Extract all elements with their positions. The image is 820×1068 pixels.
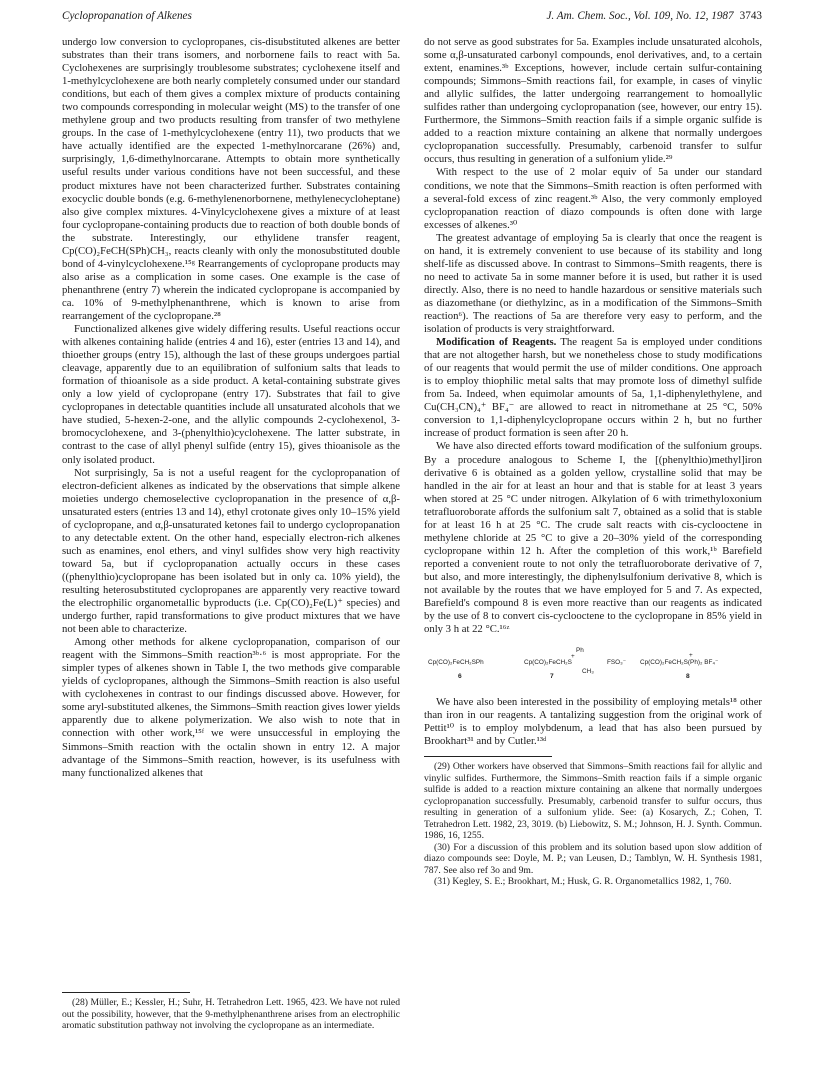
paragraph: Not surprisingly, 5a is not a useful reagent for the cyclopropanation of electron-deficient alkenes as indicated by the observations that simple alkene moieties undergo chemoselective cyclopropanation in the presence of α,β-unsaturated esters (entries 13 and 14), ethyl crotonate gives only 10–15% yield of cyclopropane, and α,β-unsaturated ketones fail to undergo cyclopropanation to any detectable extent. On the other hand, especially electron-rich alkenes such as enamines, enol ethers, and vinyl sulfides show very high reactivity toward 5a, but if cyclopropanation actually occurs in these cases ((phenylthio)cyclopropane has been isolated but in only ca. 10% yield), the resulting heterosubstituted cyclopropanes are apparently very reactive toward the electrophilic organometallic byproducts (i.e. Cp(CO)₂Fe(L)⁺ species) and undergo further, rapid transformations to give product mixtures that we have not been able to characterize. xyxy=(62,466,400,636)
paragraph: The greatest advantage of employing 5a is clearly that once the reagent is on hand, it is extremely convenient to use because of its stability and long shelf-life as discussed above. In contrast to Simmons–Smith reagents, there is no need to activate 5a in some manner before it is used, but rather it is used directly. Also, there is no need to handle hazardous or sensitive materials such as diazomethane (or diethylzinc, as in a modification of the Simmons–Smith reaction⁶). The reactions of 5a are therefore very easy to perform, and the isolation of products is very straightforward. xyxy=(424,231,762,336)
footnote-30: (30) For a discussion of this problem and its solution based upon slow addition of diazo compounds see: Doyle, M. P.; van Leusen, D.; Tamblyn, W. H. Synthesis 1981, 787. See also ref 3o and 9m. xyxy=(424,841,762,876)
structure-8-formula: Cp(CO)₂FeCH₂S(Ph)₂ BF₄⁻ xyxy=(640,659,719,667)
modification-text: The reagent 5a is employed under conditions that are not altogether harsh, but we nonetheless chose to study modifications of our reagents that would permit the use of milder conditions. One approach is to employ thiophilic metal salts that may promote loss of dimethyl sulfide from 5a. Indeed, when equimolar amounts of 5a, 1,1-diphenylethylene, and Cu(CH₃CN)₄⁺ BF₄⁻ are allowed to react in nitromethane at 25 °C, 50% conversion to 1,1-diphenylcyclopropane occurs within 2 h, but no further increase of product formation is seen after 20 h. xyxy=(424,336,763,440)
journal-info: J. Am. Chem. Soc., Vol. 109, No. 12, 1987 xyxy=(546,10,734,22)
structure-6-formula: Cp(CO)₂FeCH₂SPh xyxy=(428,659,484,667)
footnote-31: (31) Kegley, S. E.; Brookhart, M.; Husk, G. R. Organometallics 1982, 1, 760. xyxy=(434,876,732,888)
structure-7-phenyl: Ph xyxy=(576,647,584,655)
footnotes-left xyxy=(62,992,400,1032)
footnote-29: (29) Other workers have observed that Simmons–Smith reactions fail for allylic and vinylic sulfides. Furthermore, the Simmons–Smith reaction fails if a simple organic sulfide is added to a reaction mixture containing an alkene that normally undergoes cyclopropanation successfully. Presumably, carbenoid transfer to sulfur occurs, thus resulting in generation of a sulfonium ylide. See: (a) Kosarych, Z.; Cohen, T. Tetrahedron Lett. 1982, 23, 3019. (b) Liebowitz, S. M.; Johnson, H. J. Synth. Commun. 1986, 16, 1255. xyxy=(424,761,762,842)
journal-citation xyxy=(546,10,762,22)
running-title: Cyclopropanation of Alkenes xyxy=(62,10,192,22)
page-number: 3743 xyxy=(739,10,762,22)
paragraph: We have also directed efforts toward modification of the sulfonium groups. By a procedure analogous to Scheme I, the [(phenylthio)methyl]iron derivative 6 is obtained as a golden yellow, crystalline solid that may be handled in the air for at least an hour and that is stable for at least 3 years when stored at 25 °C under nitrogen. Alkylation of 6 with trimethyloxonium tetrafluoroborate affords the sulfonium salt 7, obtained as a solid that is stable for at least 16 h at 25 °C. The crude salt reacts with cis-cyclooctene in methylene chloride at 25 °C to give a 20–30% yield of the corresponding cyclopropane within 12 h. After the completion of this work,¹ᵇ Barefield reported a convenient route to not only the tetrafluoroborate derivative of 7, but also, and more interestingly, the diphenylsulfonium derivative 8, which is not available by the routes that we have employed for 5 and 7. As expected, Barefield's compound 8 is even more reactive than our reagents as indicated by the use of 8 to convert cis-cyclooctene to the cyclopropane in 85% yield in only 3 h at 22 °C.¹⁶ᶻ xyxy=(424,440,762,636)
footnote-rule xyxy=(424,756,552,757)
structure-7-methyl: CH₃ xyxy=(582,668,594,676)
footnote-rule xyxy=(62,992,190,993)
paragraph: We have also been interested in the possibility of employing metals¹⁸ other than iron in our reagents. A tantalizing suggestion from the original work of Pettit¹⁰ is to employ molybdenum, a lead that has also been pursued by Brookhart³¹ and by Cutler.¹³ᵈ xyxy=(424,696,762,748)
structures-6-7-8 xyxy=(424,642,762,686)
paragraph: Functionalized alkenes give widely differing results. Useful reactions occur with alkenes containing halide (entries 4 and 16), ester (entries 13 and 14), and thioether groups (entry 15), although the last of these groups undergoes partial cleavage, apparently due to an equilibration of sulfonium salts that leads to formation of thioanisole as a side product. A ketal-containing substrate gives only a low yield of cyclopropane (entry 17). Substrates that fail to give cyclopropanes in detectable quantities include all unsaturated alcohols that we have studied, 5-hexen-2-one, and the allylic compounds 2-cyclohexenol, 3-bromocyclohexene, and 3-(phenylthio)cyclohexene. The latter substrate, in contrast to the case of allyl phenyl sulfide (entry 15), gives thioanisole as the only isolated product. xyxy=(62,323,400,466)
structure-7-label: 7 xyxy=(550,673,554,681)
paragraph: Among other methods for alkene cyclopropanation, comparison of our reagent with the Simmons–Smith reaction³ᵇ·⁶ is most appropriate. For the simpler types of alkenes shown in Table I, the two methods give comparable yields of cyclopropanes, although the Simmons–Smith reaction is also useful with cyclohexenes in contrast to our findings discussed above. However, for some aryl-substituted alkenes, the Simmons–Smith reaction gives lower yields apparently due to alkene polymerization. We also wish to note that in connection with other work,¹⁵ᶠ we were unsuccessful in employing the Simmons–Smith reaction with the octalin shown in entry 12. A major advantage of the Simmons–Smith reaction, however, is its usefulness with many functionalized alkenes that xyxy=(62,636,400,779)
right-column xyxy=(424,36,762,888)
structure-7-charge: + xyxy=(571,653,575,661)
footnotes-right xyxy=(424,756,762,888)
section-heading: Modification of Reagents. xyxy=(436,336,557,349)
footnote-28: (28) Müller, E.; Kessler, H.; Suhr, H. Tetrahedron Lett. 1965, 423. We have not ruled out the possibility, however, that the 9-methylphenanthrene arises from an electrophilic aromatic substitution pathway not involving the cyclopropane as an intermediate. xyxy=(62,997,400,1031)
structure-8-charge: + xyxy=(689,652,693,660)
structure-7-formula: Cp(CO)₂FeCH₂S xyxy=(524,659,572,667)
structure-7-anion: FSO₃⁻ xyxy=(607,659,627,667)
paragraph: With respect to the use of 2 molar equiv of 5a under our standard conditions, we note that the Simmons–Smith reaction is often performed with a several-fold excess of zinc reagent.³ᵇ Also, the very commonly employed cyclopropanation reaction of diazo compounds is often done with large excesses of alkenes.³⁰ xyxy=(424,166,762,231)
paragraph: do not serve as good substrates for 5a. Examples include unsaturated alcohols, some α,β-unsaturated carbonyl compounds, enol derivatives, and, to a certain extent, enamines.³ᵇ Exceptions, however, include certain sulfur-containing compounds; Simmons–Smith reactions fail, for example, in cases of vinylic and allylic sulfides, the latter undergoing rearrangement to homoallylic sulfides rather than undergoing cyclopropanation (see, however, our entry 15). Furthermore, the Simmons–Smith reaction fails if a simple organic sulfide is added to a reaction mixture containing an alkene that normally undergoes cyclopropanation successfully. Presumably, carbenoid transfer to sulfur occurs, thus resulting in generation of a sulfonium ylide.²⁹ xyxy=(424,36,762,166)
structure-8-label: 8 xyxy=(686,673,690,681)
paragraph-modification xyxy=(424,336,762,440)
structure-6-label: 6 xyxy=(458,673,462,681)
running-header xyxy=(62,10,762,28)
paragraph: undergo low conversion to cyclopropanes, cis-disubstituted alkenes are better substrates than their trans isomers, and norbornene fails to react with 5a. Cyclohexenes are surprisingly troublesome substrates; cyclohexene itself and 1-methylcyclohexene are both nearly completely consumed under our standard conditions, but each of them gives a complex mixture of products containing two compounds corresponding in molecular weight (MS) to the transfer of one methylene group and two products resulting from transfer of two methylene groups. In the case of 1-methylcyclohexene (entry 11), two products that we have actually identified are the expected 1-methylnorcarane (26%) and, surprisingly, 1,6-dimethylnorcarane. Attempts to obtain more synthetically useful results under various conditions have not been successful, and these product mixtures have not been characterized further. Substrates containing exocyclic double bonds (e.g. 6-methylenenorbornene, methylenecycloheptane) also give complex mixtures. 4-Vinylcyclohexene gives a mixture of at least four cyclopropane-containing products due to reaction of both double bonds of the substrate. Interestingly, our ethylidene transfer reagent, Cp(CO)₂FeCH(SPh)CH₃, reacts cleanly with only the monosubstituted double bond of 4-vinylcyclohexene.¹⁵ᵍ Rearrangements of cyclopropane products may also arise as a complication in some cases. One example is the case of phenanthrene (entry 7) wherein the indicated cyclopropane is accompanied by ca. 10% of 9-methylphenanthrene, which is known to arise from rearrangement of the cyclopropane.²⁸ xyxy=(62,36,400,322)
left-column xyxy=(62,36,400,1031)
